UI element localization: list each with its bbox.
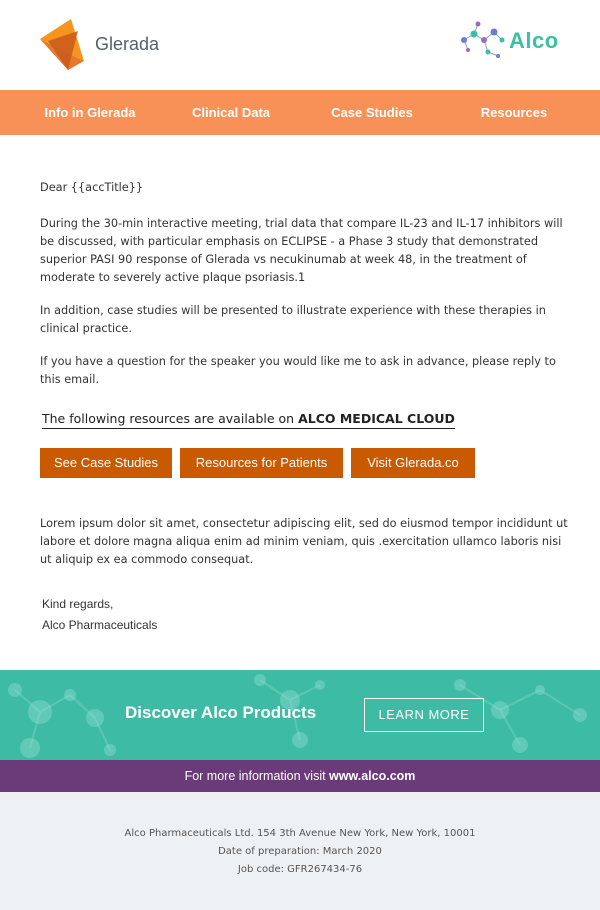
- main-nav: [0, 90, 600, 135]
- alco-molecule-icon: [458, 20, 508, 62]
- banner-title: Discover Alco Products: [125, 703, 317, 722]
- alco-website-link[interactable]: www.alco.com: [329, 769, 416, 783]
- lorem-paragraph: Lorem ipsum dolor sit amet, consectetur adipiscing elit, sed do eiusmod tempor incididunt ut labore et dolore magna aliqua enim ad minim veniam, quis .exercitation ullamco laboris nisi ut aliquip ex ea commodo consequat.: [40, 517, 568, 566]
- learn-more-button[interactable]: LEARN MORE: [364, 698, 484, 732]
- footer-job-code: Job code: GFR267434-76: [237, 864, 363, 875]
- nav-item-resources[interactable]: Resources: [480, 105, 548, 120]
- nav-item-info-in-glerada[interactable]: Info in Glerada: [44, 105, 136, 120]
- email-footer: [0, 792, 600, 910]
- visit-glerada-button[interactable]: Visit Glerada.co: [351, 448, 475, 478]
- resources-intro[interactable]: [42, 410, 455, 429]
- resources-for-patients-button[interactable]: Resources for Patients: [180, 448, 343, 478]
- email-header: [0, 0, 600, 90]
- sign-off: Kind regards,: [42, 597, 114, 611]
- nav-item-case-studies[interactable]: Case Studies: [331, 105, 413, 120]
- footer-prep-date: Date of preparation: March 2020: [218, 846, 382, 857]
- see-case-studies-button[interactable]: See Case Studies: [40, 448, 172, 478]
- footer-address: Alco Pharmaceuticals Ltd. 154 3th Avenue New York, New York, 10001: [124, 828, 476, 839]
- info-bar-text: For more information visit: [184, 769, 330, 783]
- alco-logo-text: Alco: [509, 28, 559, 53]
- discover-banner: [0, 670, 600, 760]
- sender-name: Alco Pharmaceuticals: [42, 618, 158, 632]
- resources-intro-text: The following resources are available on: [42, 411, 299, 426]
- info-bar: [0, 760, 600, 792]
- glerada-logo-icon: [38, 17, 88, 71]
- question-paragraph: If you have a question for the speaker you would like me to ask in advance, please reply to this email.: [40, 355, 556, 386]
- glerada-brand-name: Glerada: [95, 34, 160, 54]
- greeting: Dear {{accTitle}}: [40, 181, 144, 194]
- case-studies-paragraph: In addition, case studies will be presented to illustrate experience with these therapies in clinical practice.: [40, 304, 546, 335]
- intro-paragraph: During the 30-min interactive meeting, trial data that compare IL-23 and IL-17 inhibitors will be discussed, with particular emphasis on ECLIPSE - a Phase 3 study that demonstrated superior PASI 90 response of Glerada vs necukinumab at week 48, in the treatment of moderate to severely active plaque psoriasis.1: [40, 217, 563, 284]
- nav-item-clinical-data[interactable]: Clinical Data: [191, 105, 271, 120]
- resources-cloud-name: ALCO MEDICAL CLOUD: [298, 411, 455, 426]
